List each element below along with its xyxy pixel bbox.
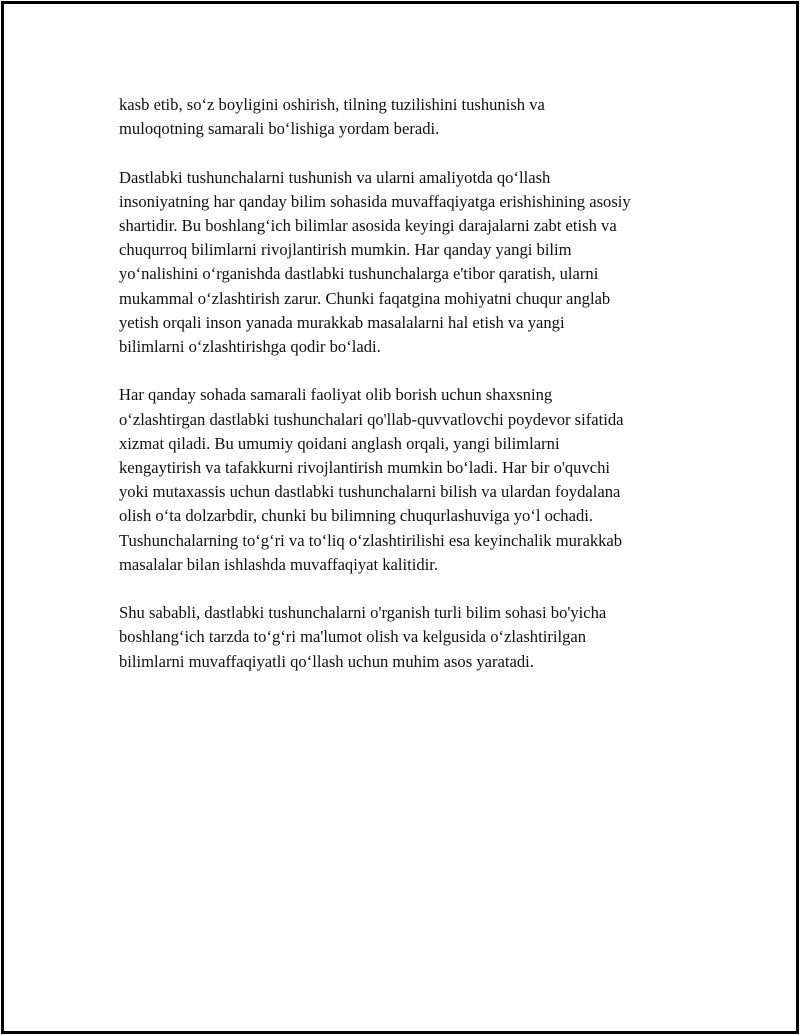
text-line: Har qanday sohada samarali faoliyat olib borish uchun shaxsning [119,385,553,405]
paragraph-1 [119,93,699,141]
text-line: shartidir. Bu boshlang‘ich bilimlar asosida keyingi darajalarni zabt etish va [119,216,617,235]
text-line: bilimlarni muvaffaqiyatli qo‘llash uchun muhim asos yaratadi. [119,651,534,671]
text-line: Tushunchalarning to‘g‘ri va to‘liq o‘zlashtirilishi esa keyinchalik murakkab [119,530,623,550]
text-line: yetish orqali inson yanada murakkab masalalarni hal etish va yangi [119,312,565,332]
text-line: yoki mutaxassis uchun dastlabki tushunchalarni bilish va ulardan foydalana [119,482,621,502]
text-line: mukammal o‘zlashtirish zarur. Chunki faqatgina mohiyatni chuqur anglab [119,288,611,308]
text-line: bilimlarni o‘zlashtirishga qodir bo‘ladi. [119,337,381,357]
paragraph-2 [119,166,699,360]
text-line: kengaytirish va tafakkurni rivojlantirish mumkin bo‘ladi. Har bir o'quvchi [119,458,611,478]
text-line: insoniyatning har qanday bilim sohasida muvaffaqiyatga erishishining asosiy [119,191,631,211]
text-line: xizmat qiladi. Bu umumiy qoidani anglash orqali, yangi bilimlarni [119,433,560,453]
text-line: kasb etib, so‘z boyligini oshirish, tilning tuzilishini tushunish va [119,95,545,114]
text-line: yo‘nalishini o‘rganishda dastlabki tushunchalarga e'tibor qaratish, ularni [119,264,599,284]
text-line: boshlang‘ich tarzda to‘g‘ri ma'lumot olish va kelgusida o‘zlashtirilgan [119,627,587,647]
text-line: Dastlabki tushunchalarni tushunish va ularni amaliyotda qo‘llash [119,167,551,187]
paragraph-4 [119,601,699,674]
text-line: olish o‘ta dolzarbdir, chunki bu bilimning chuqurlashuviga yo‘l ochadi. [119,506,594,526]
text-line: Shu sababli, dastlabki tushunchalarni o'rganish turli bilim sohasi bo'yicha [119,603,607,623]
text-line: masalalar bilan ishlashda muvaffaqiyat kalitidir. [119,554,439,574]
document-page [1,1,799,1034]
text-line: o‘zlashtirgan dastlabki tushunchalari qo'llab-quvvatlovchi poydevor sifatida [119,409,624,429]
text-line: muloqotning samarali bo‘lishiga yordam beradi. [119,119,440,139]
document-body [119,93,699,698]
text-line: chuqurroq bilimlarni rivojlantirish mumkin. Har qanday yangi bilim [119,240,572,260]
paragraph-3 [119,383,699,577]
